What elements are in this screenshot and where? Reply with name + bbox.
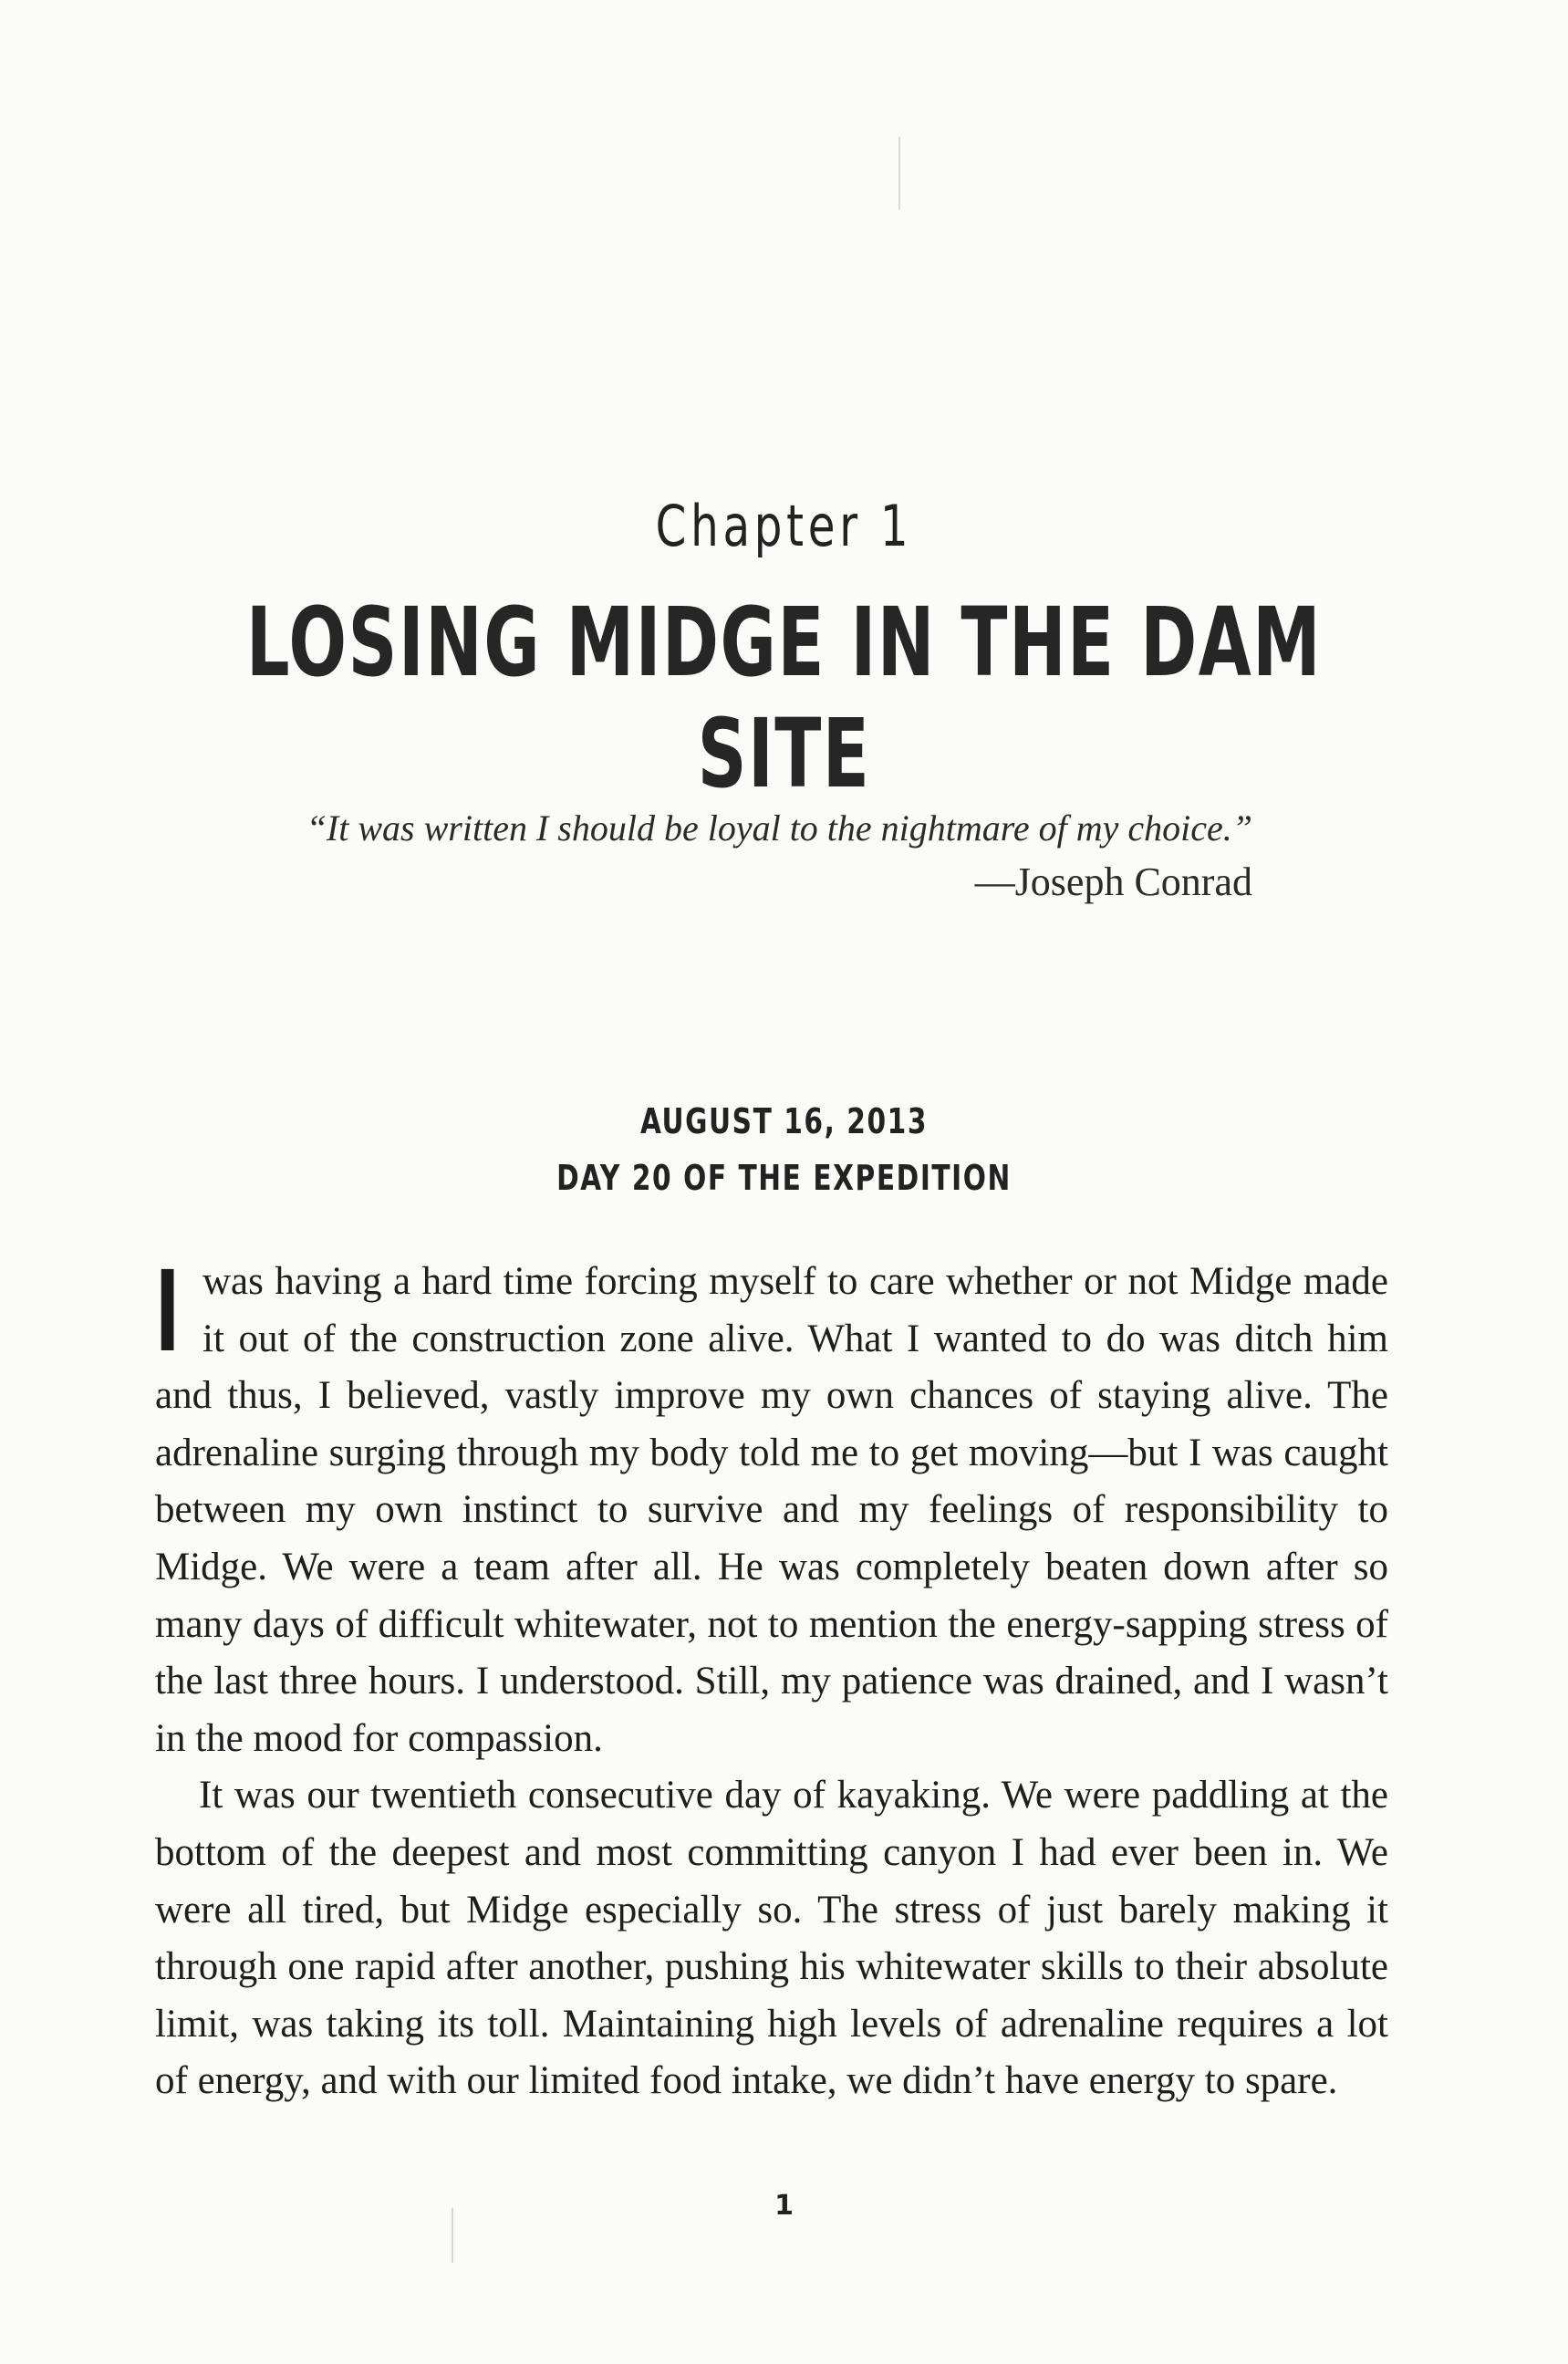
drop-cap: I bbox=[155, 1247, 181, 1377]
chapter-title: LOSING MIDGE IN THE DAM SITE bbox=[245, 587, 1323, 809]
chapter-label: Chapter 1 bbox=[655, 493, 913, 559]
epigraph bbox=[260, 807, 1252, 905]
paragraph-2: It was our twentieth consecutive day of kayaking. We were paddling at the bottom of the deepest and most committing canyon I had ever been in. We were all tired, but Midge especially so. The stress of just barely making it through one rapid after another, pushing his whitewater skills to their absolute limit, was taking its toll. Maintaining high levels of adrenaline requires a lot of energy, and with our limited food intake, we didn’t have energy to spare. bbox=[155, 1774, 1388, 2103]
scan-artifact bbox=[898, 137, 900, 210]
body-text bbox=[155, 1247, 1388, 2110]
dateline bbox=[172, 1093, 1396, 1206]
paragraph-1 bbox=[155, 1247, 1388, 1767]
dateline-day: DAY 20 OF THE EXPEDITION bbox=[556, 1158, 1012, 1198]
epigraph-quote: “It was written I should be loyal to the nightmare of my choice.” bbox=[306, 807, 1252, 849]
paragraph-1-text: was having a hard time forcing myself to care whether or not Midge made it out of the construction zone alive. What I wanted to do was ditch him and thus, I believed, vastly improve my own chances of staying alive. The adrenaline surging through my body told me to get moving—but I was caught between my own instinct to survive and my feelings of responsibility to Midge. We were a team after all. He was completely beaten down after so many days of difficult whitewater, not to mention the energy-sapping stress of the last three hours. I understood. Still, my patience was drained, and I wasn’t in the mood for compassion. bbox=[155, 1260, 1388, 1760]
page-number: 1 bbox=[774, 2190, 794, 2222]
epigraph-author: —Joseph Conrad bbox=[974, 859, 1252, 904]
dateline-date: AUGUST 16, 2013 bbox=[639, 1101, 929, 1141]
